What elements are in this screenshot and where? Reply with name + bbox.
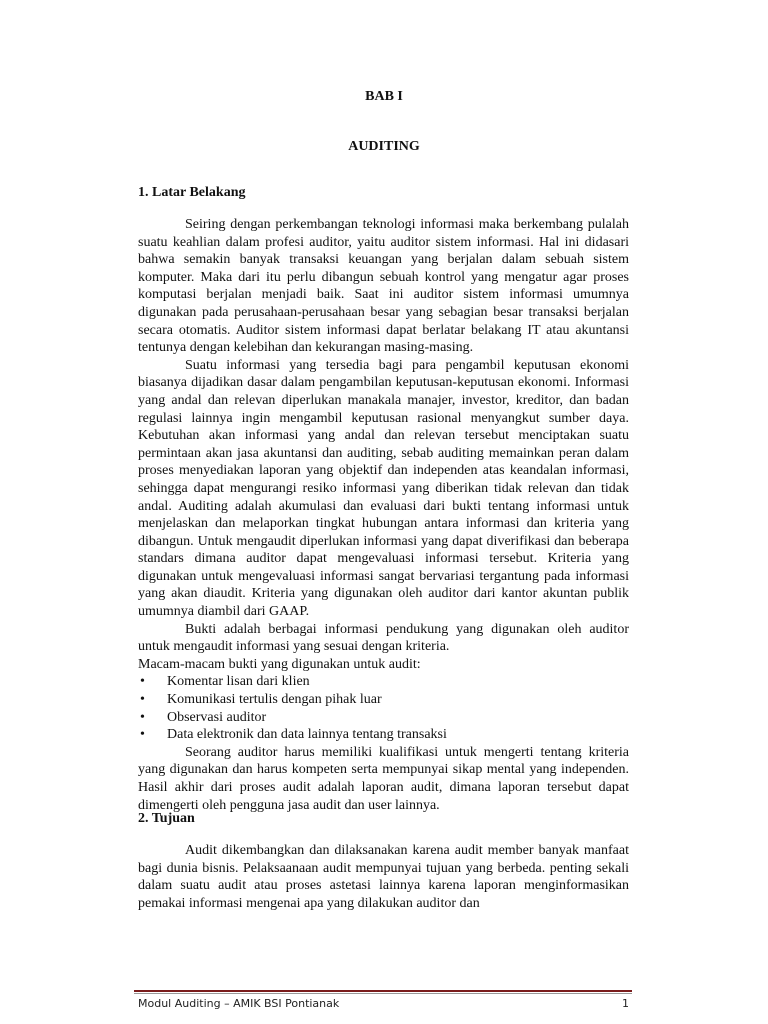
paragraph: Suatu informasi yang tersedia bagi para pengambil keputusan ekonomi biasanya dijadikan dasar dalam pengambilan keputusan-keputusan ekonomi. Informasi yang andal dan relevan diperlukan manakala manajer, investor, kreditor, dan badan regulasi lainnya ingin mengambil keputusan rasional menyangkut sumber daya. Kebutuhan akan informasi yang andal dan relevan tersebut menciptakan suatu permintaan akan jasa akuntansi dan auditing, sebab auditing memainkan peran dalam proses menyediakan laporan yang objektif dan independen atas keandalan informasi, sehingga dapat mengurangi resiko informasi yang diberikan tidak relevan dan tidak andal. Auditing adalah akumulasi dan evaluasi dari bukti tentang informasi untuk menjelaskan dan melaporkan tingkat hubungan antara informasi dan kriteria yang dibangun. Untuk mengaudit diperlukan informasi yang dapat diverifikasi dan beberapa standars dimana auditor dapat mengevaluasi informasi tersebut. Kriteria yang digunakan untuk mengevaluasi informasi sangat bervariasi tergantung pada informasi yang akan diaudit. Kriteria yang digunakan oleh auditor dari kantor akuntan publik umumnya diambil dari GAAP. (138, 357, 629, 620)
list-item-text: Data elektronik dan data lainnya tentang transaksi (167, 727, 447, 743)
bullet-icon: • (140, 674, 145, 690)
bullet-icon: • (140, 727, 145, 743)
section-heading: 1. Latar Belakang (138, 185, 246, 200)
list-item-text: Komunikasi tertulis dengan pihak luar (167, 692, 382, 708)
bullet-icon: • (140, 709, 145, 725)
paragraph: Seorang auditor harus memiliki kualifikasi untuk mengerti tentang kriteria yang digunakan dan harus kompeten serta mempunyai sikap mental yang independen. Hasil akhir dari proses audit adalah laporan audit, dimana laporan tersebut dapat dimengerti oleh pengguna jasa audit dan user lainnya. (138, 744, 629, 813)
footer-rule-thin (134, 993, 632, 994)
paragraph: Audit dikembangkan dan dilaksanakan karena audit member banyak manfaat bagi dunia bisnis. Pelaksaanaan audit mempunyai tujuan yang berbeda. penting sekali dalam suatu audit atau proses astetasi lainnya karena laporan menginformasikan pemakai informasi mengenai apa yang dilakukan auditor dan (138, 843, 629, 911)
list-item (138, 673, 629, 691)
page-number: 1 (622, 997, 629, 1010)
list-item-text: Observasi auditor (167, 709, 267, 725)
bullet-icon: • (140, 692, 145, 708)
list-item (138, 709, 629, 727)
chapter-title: AUDITING (348, 139, 420, 154)
paragraph: Seiring dengan perkembangan teknologi informasi maka berkembang pulalah suatu keahlian dalam profesi auditor, yaitu auditor sistem informasi. Hal ini didasari bahwa semakin banyak transaksi keuangan yang berjalan dalam sebuah sistem komputer. Maka dari itu perlu dibangun sebuah kontrol yang mengatur agar proses komputasi berjalan menjadi baik. Saat ini auditor sistem informasi umumnya digunakan pada perusahaan-perusahaan besar yang sebagian besar transaksi berjalan secara otomatis. Auditor sistem informasi dapat berlatar belakang IT atau akuntansi tentunya dengan kelebihan dan kekurangan masing-masing. (138, 217, 629, 356)
section-tujuan (138, 810, 629, 912)
footer-title: Modul Auditing – AMIK BSI Pontianak (138, 997, 340, 1010)
list-item-text: Komentar lisan dari klien (167, 674, 310, 690)
section-latar-belakang (138, 184, 629, 814)
evidence-list (138, 673, 629, 743)
section-heading: 2. Tujuan (138, 811, 195, 826)
list-item (138, 691, 629, 709)
list-item (138, 726, 629, 744)
list-intro: Macam-macam bukti yang digunakan untuk audit: (138, 656, 421, 672)
paragraph: Bukti adalah berbagai informasi pendukung yang digunakan oleh auditor untuk mengaudit informasi yang sesuai dengan kriteria. (138, 621, 629, 655)
footer-rule (134, 990, 632, 992)
chapter-number: BAB I (365, 89, 403, 104)
